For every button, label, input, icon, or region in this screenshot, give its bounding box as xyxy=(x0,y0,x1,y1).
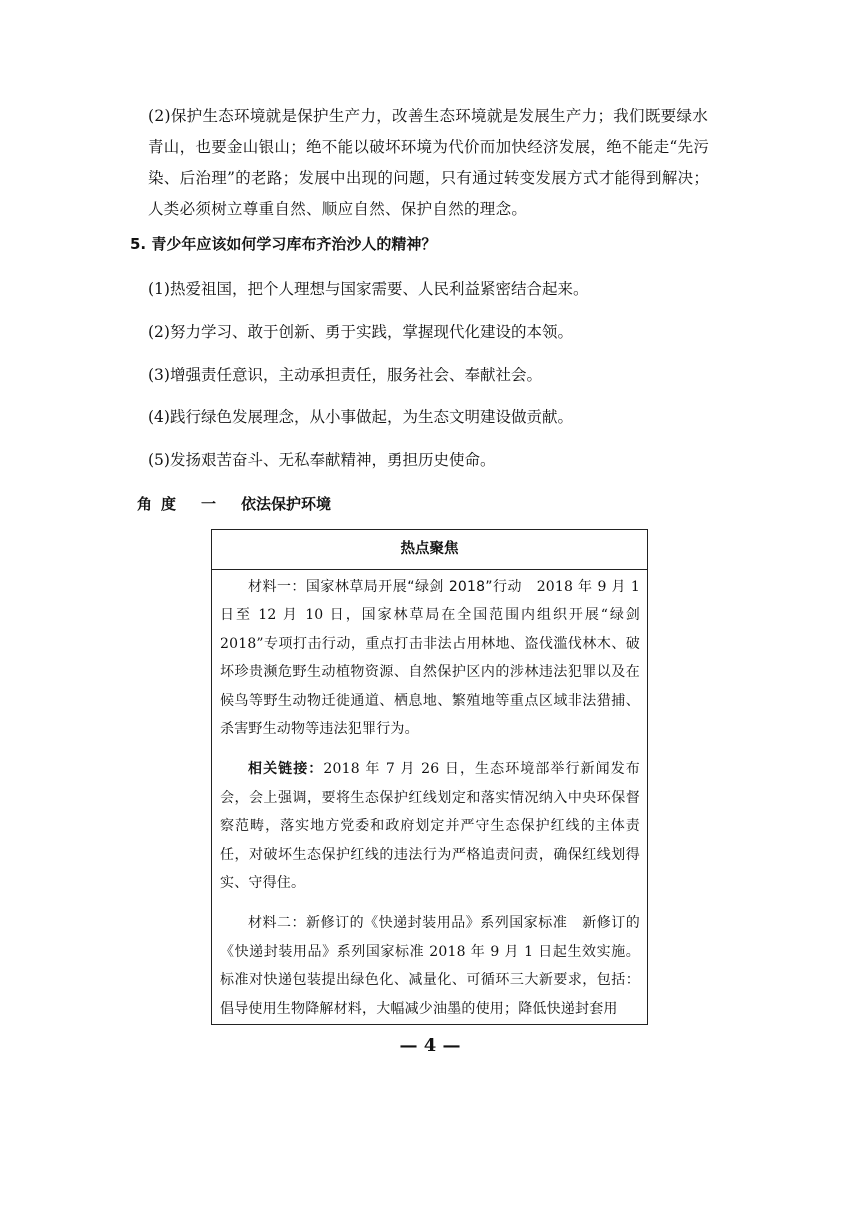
angle-number: 一 xyxy=(201,495,217,513)
related-link-body: 2018 年 7 月 26 日，生态环境部举行新闻发布会，会上强调，要将生态保护红线划定和落实情况纳入中央环保督察范畴，落实地方党委和政府划定并严守生态保护红线的主体责任，对破坏生态保护红线的违法行为严格追责问责，确保红线划得实、守得住。 xyxy=(220,761,640,892)
material-1 xyxy=(220,573,640,743)
hotspot-box xyxy=(211,529,648,1025)
material-1-body: 2018 年 9 月 1 日至 12 月 10 日，国家林草局在全国范围内组织开展“绿剑 2018”专项打击行动，重点打击非法占用林地、盗伐滥伐林木、破坏珍贵濒危野生动植物资源、自然保护区内的涉林违法犯罪以及在候鸟等野生动物迁徙通道、栖息地、繁殖地等重点区域非法猎捕、杀害野生动物等违法犯罪行为。 xyxy=(220,579,640,738)
related-link-lead: 相关链接： xyxy=(248,761,324,778)
material-2-lead: 材料二：新修订的《快递封装用品》系列国家标准 xyxy=(248,915,568,932)
material-2 xyxy=(220,909,640,1023)
hotspot-header: 热点聚焦 xyxy=(212,530,647,570)
material-1-lead: 材料一：国家林草局开展“绿剑 2018”行动 xyxy=(248,579,522,595)
material-2-body: 新修订的《快递封装用品》系列国家标准 2018 年 9 月 1 日起生效实施。标准对快递包装提出绿色化、减量化、可循环三大新要求，包括：倡导使用生物降解材料，大幅减少油墨的使用；降低快递封套用 xyxy=(220,915,640,1017)
answer-item-3: (3)增强责任意识，主动承担责任，服务社会、奉献社会。 xyxy=(148,366,542,384)
intro-paragraph: (2)保护生态环境就是保护生产力，改善生态环境就是发展生产力；我们既要绿水青山，也要金山银山；绝不能以破坏环境为代价而加快经济发展，绝不能走“先污染、后治理”的老路；发展中出现的问题，只有通过转变发展方式才能得到解决；人类必须树立尊重自然、顺应自然、保护自然的理念。 xyxy=(148,107,710,218)
angle-label-1: 角 xyxy=(137,495,153,513)
question-heading: 5. 青少年应该如何学习库布齐治沙人的精神？ xyxy=(130,235,437,253)
angle-title: 依法保护环境 xyxy=(241,495,332,513)
hotspot-body xyxy=(212,570,647,1023)
answer-item-5: (5)发扬艰苦奋斗、无私奉献精神，勇担历史使命。 xyxy=(148,451,496,469)
answer-item-1: (1)热爱祖国，把个人理想与国家需要、人民利益紧密结合起来。 xyxy=(148,280,589,298)
page-number: — 4 — xyxy=(399,1035,461,1056)
related-link xyxy=(220,755,640,897)
angle-heading xyxy=(137,492,331,516)
answer-item-2: (2)努力学习、敢于创新、勇于实践，掌握现代化建设的本领。 xyxy=(148,323,573,341)
angle-label-2: 度 xyxy=(161,495,177,513)
answer-item-4: (4)践行绿色发展理念，从小事做起，为生态文明建设做贡献。 xyxy=(148,408,573,426)
